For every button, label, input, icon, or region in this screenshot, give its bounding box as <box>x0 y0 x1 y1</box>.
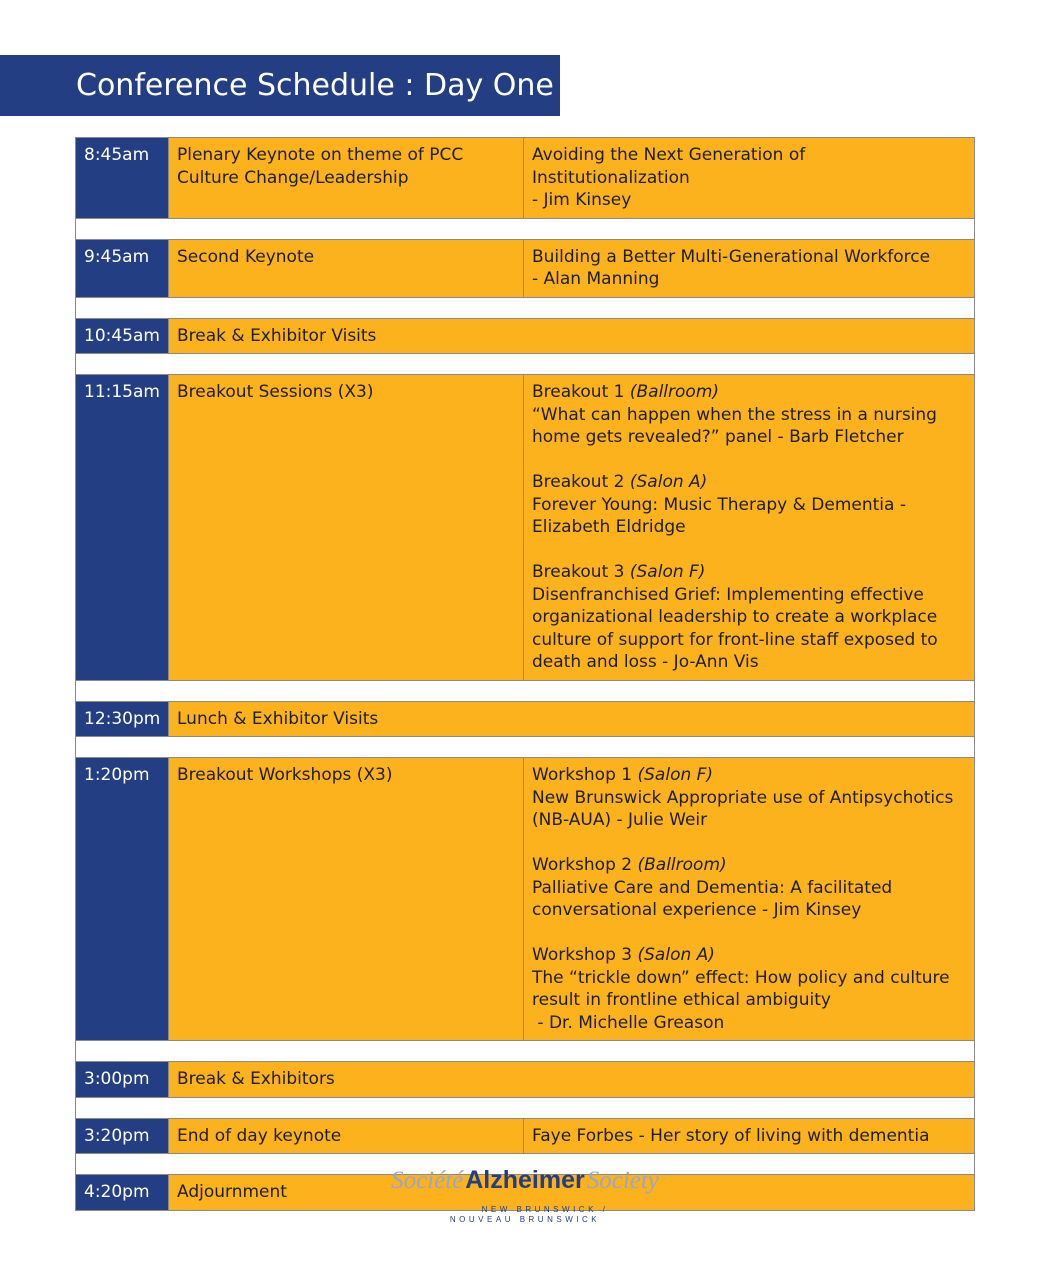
event-cell: Plenary Keynote on theme of PCC Culture Change/Leadership <box>169 138 524 218</box>
session-venue: (Salon A) <box>629 472 708 492</box>
time-cell: 10:45am <box>76 319 169 354</box>
table-row <box>76 1119 974 1155</box>
row-spacer <box>76 354 974 375</box>
session-block <box>532 944 966 1034</box>
logo-subtitle-fr: NOUVEAU BRUNSWICK <box>449 1215 601 1224</box>
row-spacer <box>76 1098 974 1119</box>
session-label: Workshop 1 <box>532 765 633 785</box>
session-block <box>532 561 966 674</box>
event-cell: Breakout Sessions (X3) <box>169 375 524 680</box>
session-venue: (Ballroom) <box>629 382 720 402</box>
detail-cell <box>524 240 974 297</box>
session-venue: (Salon F) <box>629 562 706 582</box>
talk-title: Avoiding the Next Generation of Institutionalization <box>532 145 806 188</box>
session-block <box>532 381 966 449</box>
detail-cell <box>524 758 974 1040</box>
detail-cell <box>524 138 974 218</box>
row-spacer <box>76 737 974 758</box>
table-row <box>76 375 974 681</box>
talk-title: Faye Forbes - Her story of living with dementia <box>532 1125 930 1146</box>
page-title: Conference Schedule : Day One <box>76 68 554 103</box>
talk-title: Building a Better Multi-Generational Workforce <box>532 246 931 267</box>
session-venue: (Ballroom) <box>637 855 727 875</box>
session-label: Breakout 2 <box>532 472 625 492</box>
session-text: “What can happen when the stress in a nursing home gets revealed?” panel - Barb Fletcher <box>532 404 937 447</box>
session-label: Workshop 3 <box>532 945 633 965</box>
logo-name: Alzheimer <box>465 1166 585 1194</box>
event-cell: Break & Exhibitor Visits <box>169 319 974 354</box>
time-cell: 4:20pm <box>76 1175 169 1210</box>
row-spacer <box>76 219 974 240</box>
table-row <box>76 138 974 219</box>
logo-wordmark <box>0 1164 1050 1197</box>
session-text: The “trickle down” effect: How policy and culture result in frontline ethical ambiguity <box>532 967 950 1010</box>
time-cell: 8:45am <box>76 138 169 218</box>
time-cell: 11:15am <box>76 375 169 680</box>
title-banner <box>0 55 560 116</box>
session-venue: (Salon F) <box>637 765 714 785</box>
session-speaker: - Dr. Michelle Greason <box>532 1012 725 1033</box>
session-text: Palliative Care and Dementia: A facilitated conversational experience - Jim Kinsey <box>532 877 893 920</box>
row-spacer <box>76 1041 974 1062</box>
session-block <box>532 764 966 832</box>
session-label: Workshop 2 <box>532 855 633 875</box>
event-cell: Adjournment <box>169 1175 974 1210</box>
session-text: New Brunswick Appropriate use of Antipsychotics (NB-AUA) - Julie Weir <box>532 787 954 830</box>
session-block <box>532 471 966 539</box>
session-label: Breakout 1 <box>532 382 625 402</box>
table-row <box>76 1062 974 1098</box>
time-cell: 3:00pm <box>76 1062 169 1097</box>
row-spacer <box>76 681 974 702</box>
schedule-table <box>75 137 975 1211</box>
session-label: Breakout 3 <box>532 562 625 582</box>
table-row <box>76 702 974 738</box>
logo-french-word: Société <box>391 1167 464 1194</box>
detail-cell <box>524 1119 974 1154</box>
logo-subtitle-en: NEW BRUNSWICK / <box>481 1205 609 1214</box>
alzheimer-society-logo <box>0 1164 1050 1225</box>
table-row <box>76 240 974 298</box>
event-cell: Break & Exhibitors <box>169 1062 974 1097</box>
session-text: Forever Young: Music Therapy & Dementia - Elizabeth Eldridge <box>532 494 906 537</box>
detail-cell <box>524 375 974 680</box>
time-cell: 3:20pm <box>76 1119 169 1154</box>
time-cell: 1:20pm <box>76 758 169 1040</box>
speaker: - Jim Kinsey <box>532 190 632 210</box>
session-text: Disenfranchised Grief: Implementing effective organizational leadership to create a workplace culture of support for front-line staff exposed to death and loss - Jo-Ann Vis <box>532 584 938 672</box>
logo-english-word: Society <box>586 1167 659 1194</box>
time-cell: 12:30pm <box>76 702 169 737</box>
row-spacer <box>76 298 974 319</box>
event-cell: Breakout Workshops (X3) <box>169 758 524 1040</box>
time-cell: 9:45am <box>76 240 169 297</box>
table-row <box>76 319 974 355</box>
event-cell: Second Keynote <box>169 240 524 297</box>
event-cell: End of day keynote <box>169 1119 524 1154</box>
table-row <box>76 758 974 1041</box>
session-block <box>532 854 966 922</box>
session-venue: (Salon A) <box>637 945 715 965</box>
speaker: - Alan Manning <box>532 269 660 289</box>
event-cell: Lunch & Exhibitor Visits <box>169 702 974 737</box>
